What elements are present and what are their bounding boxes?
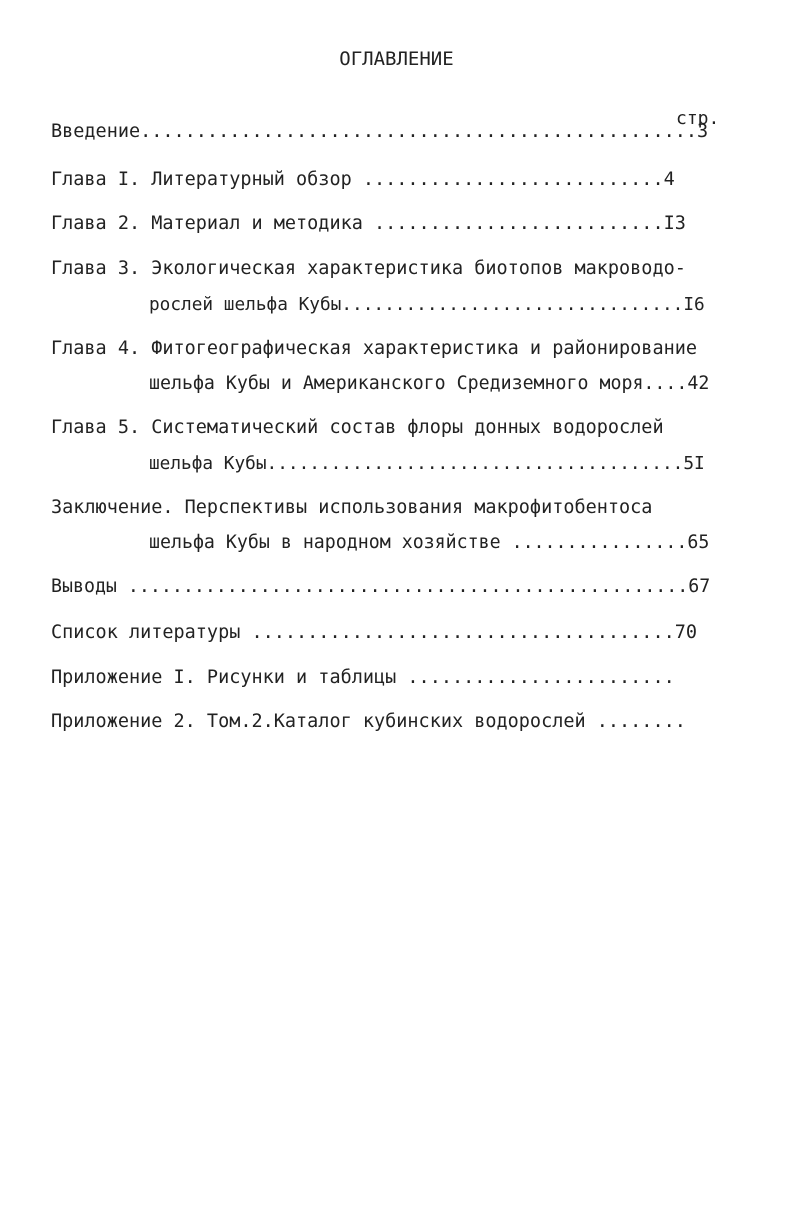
toc-entry-chapter-5: Глава 5. Систематический состав флоры донных водорослей xyxy=(51,417,664,438)
toc-entry-chapter-1: Глава I. Литературный обзор ...........................4 xyxy=(51,169,675,190)
toc-entry-chapter-3-cont: рослей шельфа Кубы................................I6 xyxy=(149,295,705,315)
toc-entry-chapter-3: Глава 3. Экологическая характеристика биотопов макроводо- xyxy=(51,258,686,279)
toc-entry-chapter-4: Глава 4. Фитогеографическая характеристика и районирование xyxy=(51,338,698,359)
toc-entry-findings: Выводы ...................................................67 xyxy=(51,576,711,597)
toc-entry-appendix-2: Приложение 2. Том.2.Каталог кубинских водорослей ........ xyxy=(51,711,686,732)
page-column-header: стр. xyxy=(676,108,720,129)
toc-entry-chapter-4-cont: шельфа Кубы и Американского Средиземного моря....42 xyxy=(149,373,710,394)
toc-entry-chapter-2: Глава 2. Материал и методика ..........................I3 xyxy=(51,213,686,234)
toc-entry-chapter-5-cont: шельфа Кубы.......................................5I xyxy=(149,454,705,474)
toc-entry-references: Список литературы ......................................70 xyxy=(51,622,698,643)
toc-entry-appendix-1: Приложение I. Рисунки и таблицы ........................ xyxy=(51,667,675,688)
toc-entry-introduction: Введение..................................................3 xyxy=(51,121,709,142)
page-title: ОГЛАВЛЕНИЕ xyxy=(339,48,454,70)
toc-entry-conclusion: Заключение. Перспективы использования макрофитобентоса xyxy=(51,497,653,518)
toc-entry-conclusion-cont: шельфа Кубы в народном хозяйстве ................65 xyxy=(149,532,710,553)
